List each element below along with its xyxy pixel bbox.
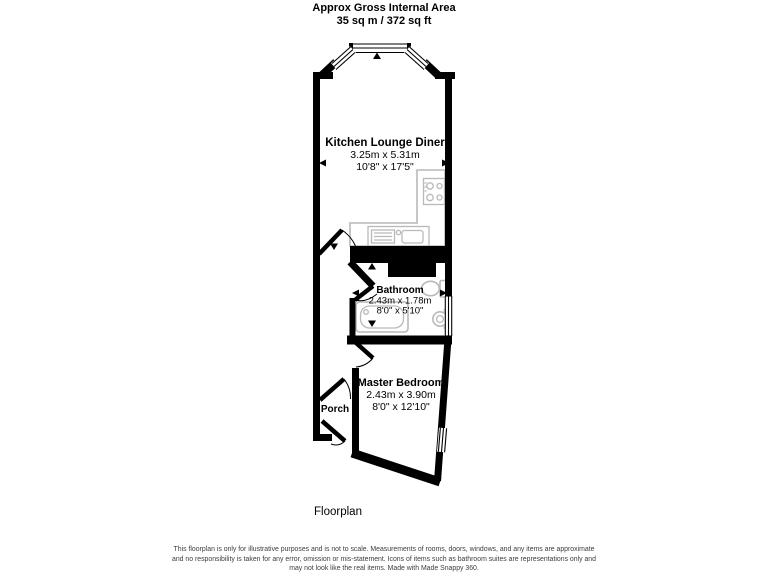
bathroom-metric-dims: 2.43m x 1.78m: [368, 295, 432, 307]
bathroom-window: [445, 296, 453, 336]
kitchen-bottom-wall: [350, 246, 452, 263]
bay-window-right: [405, 47, 428, 70]
floorplan-caption: Floorplan: [314, 506, 362, 518]
bedroom-label: Master Bedroom: [357, 377, 445, 389]
header-area-value: 35 sq m / 372 sq ft: [336, 14, 432, 27]
bedroom-window: [438, 428, 446, 453]
marker-down-hall: [330, 244, 338, 251]
porch-door-upper: [320, 379, 351, 400]
bedroom-metric-dims: 2.43m x 3.90m: [366, 389, 436, 401]
kitchen-label: Kitchen Lounge Diner: [325, 137, 445, 149]
header-title: Approx Gross Internal Area: [312, 2, 456, 14]
bathroom-imperial-dims: 8'0" x 5'10": [376, 305, 424, 317]
disclaimer-line-1: This floorplan is only for illustrative purposes and is not to scale. Measurements of rooms, doors, windows, and any items are approximate: [173, 546, 595, 553]
bedroom-imperial-dims: 8'0" x 12'10": [372, 401, 430, 413]
marker-left-bathroom: [352, 290, 359, 297]
porch-door-lower: [322, 421, 345, 445]
disclaimer-line-2: and no responsibility is taken for any error, omission or mis-statement. Icons of items such as bathroom suites are representations only and: [172, 555, 596, 563]
marker-left-kitchen: [319, 160, 326, 167]
disclaimer-text: [0, 545, 768, 574]
bedroom-right-wall: [438, 339, 449, 481]
kitchen-metric-dims: 3.25m x 5.31m: [350, 149, 420, 161]
porch-bottom-stub: [313, 434, 332, 441]
bay-window-left: [332, 47, 355, 70]
porch-label: Porch: [320, 404, 350, 415]
bay-window-top: [349, 43, 411, 55]
hall-zigzag-wall: [350, 262, 373, 286]
bedroom-bottom-wall: [352, 453, 440, 482]
chimney-block: [388, 263, 436, 277]
marker-up-bathroom: [368, 263, 376, 270]
disclaimer-line-3: may not look like the real items. Made with Made Snappy 360.: [289, 565, 479, 573]
kitchen-imperial-dims: 10'8" x 17'5": [356, 161, 414, 173]
bathroom-label: Bathroom: [376, 285, 424, 296]
bedroom-door: [355, 342, 373, 367]
